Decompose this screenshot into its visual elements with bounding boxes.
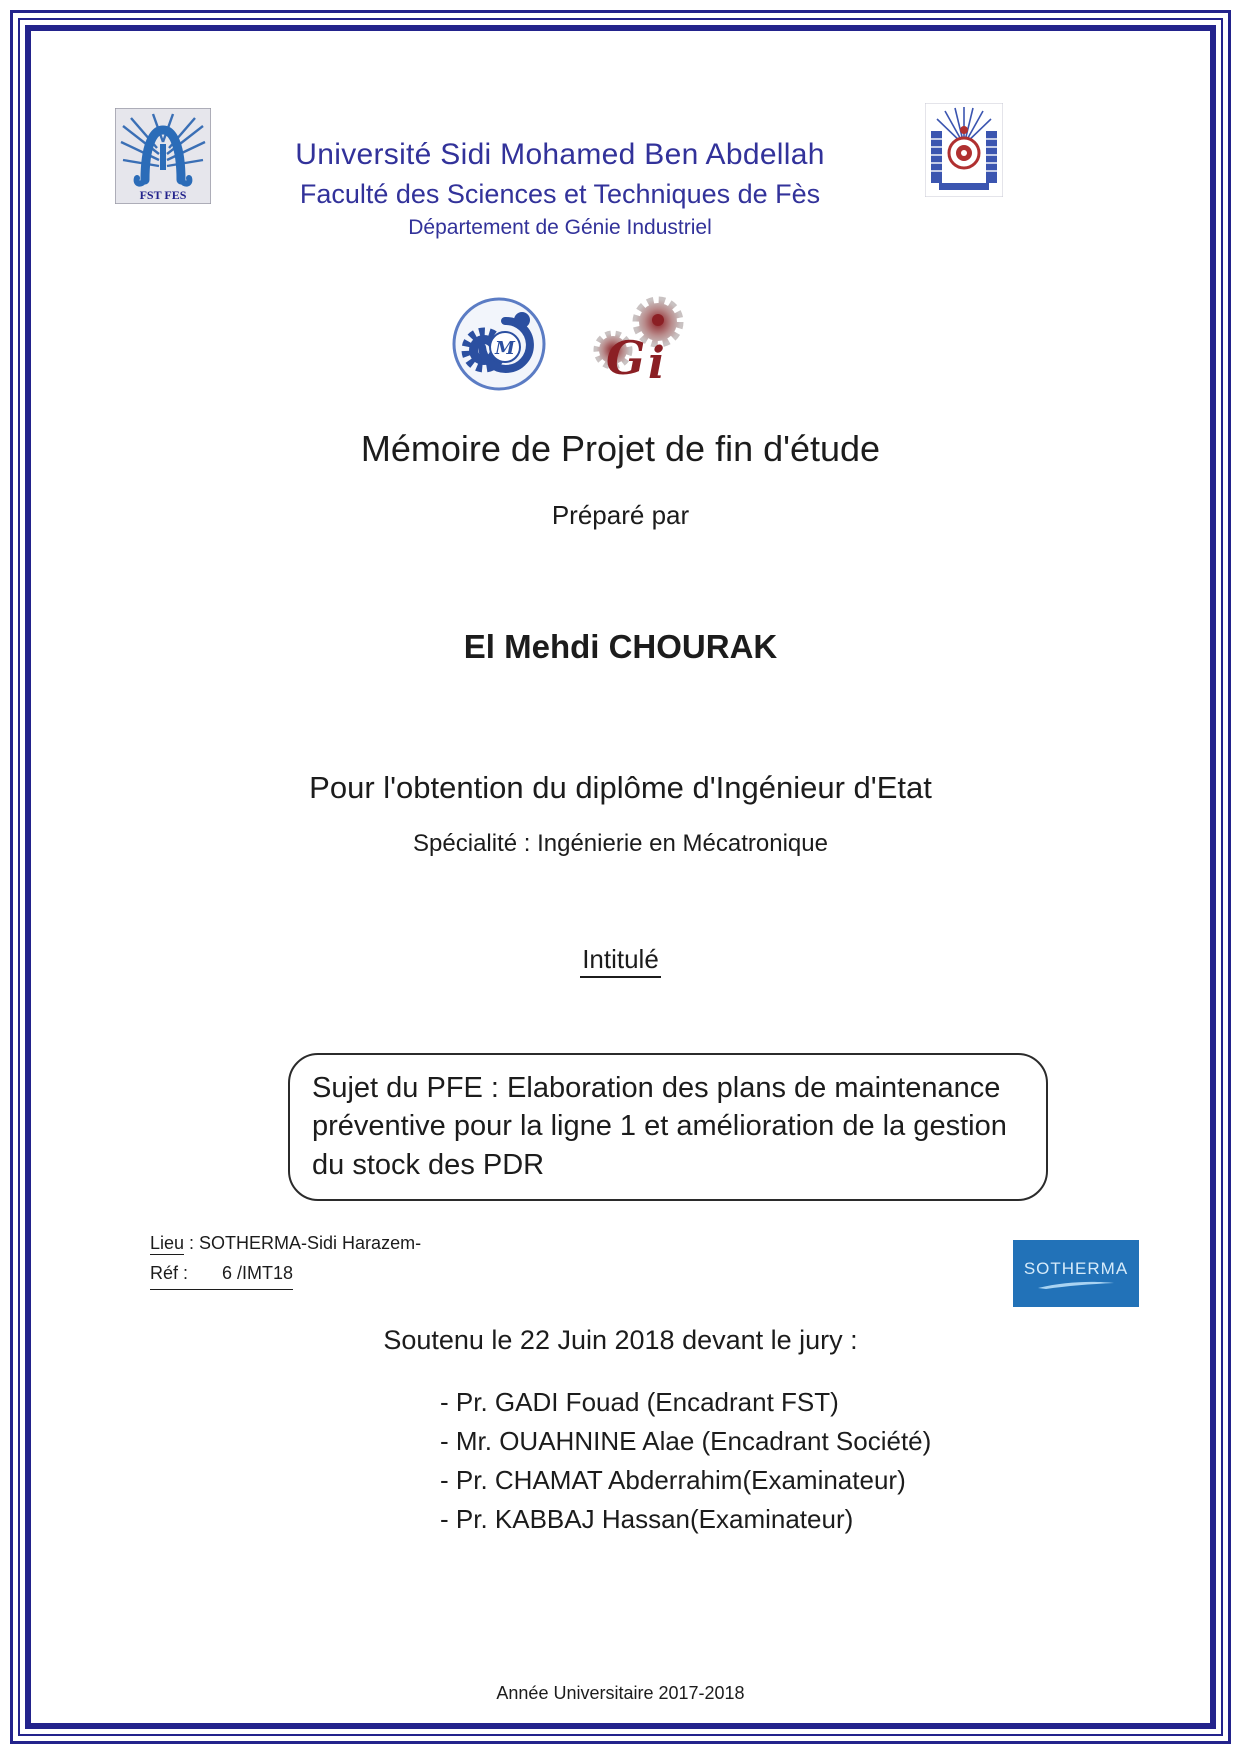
lieu-value: : SOTHERMA-Sidi Harazem- (184, 1233, 422, 1253)
sotherma-logo-text: SOTHERMA (1023, 1258, 1129, 1278)
mechatronics-logo-icon (450, 295, 548, 393)
lieu-label: Lieu (150, 1233, 185, 1253)
fst-logo-caption: FST FES (139, 188, 187, 202)
academic-year-footer: Année Universitaire 2017-2018 (496, 1683, 745, 1703)
intitule-heading (0, 944, 1241, 975)
author-name: El Mehdi CHOURAK (463, 628, 778, 665)
jury-list (440, 1383, 931, 1539)
university-name: Université Sidi Mohamed Ben Abdellah (295, 138, 825, 171)
speciality-line: Spécialité : Ingénierie en Mécatronique (413, 830, 828, 857)
sotherma-logo (1013, 1240, 1139, 1307)
intitule-label: Intitulé (580, 944, 661, 978)
university-header (200, 138, 920, 240)
university-emblem-icon (925, 103, 1003, 197)
ref-value: 6 /IMT18 (222, 1263, 294, 1283)
subject-text: Sujet du PFE : Elaboration des plans de maintenance préventive pour la ligne 1 et amélioration de la gestion du stock des PDR (312, 1072, 1007, 1181)
department-name: Département de Génie Industriel (408, 216, 712, 239)
genie-industriel-logo-icon (586, 288, 694, 396)
jury-member: - Pr. GADI Fouad (Encadrant FST) (440, 1387, 839, 1417)
faculty-name: Faculté des Sciences et Techniques de Fès (299, 179, 821, 209)
defense-date-line: Soutenu le 22 Juin 2018 devant le jury : (383, 1325, 858, 1355)
gi-letter-i: i (648, 338, 665, 389)
jury-member: - Pr. CHAMAT Abderrahim(Examinateur) (440, 1465, 906, 1495)
location-block (150, 1228, 421, 1290)
jury-member: - Pr. KABBAJ Hassan(Examinateur) (440, 1504, 854, 1534)
prepared-by-label: Préparé par (551, 500, 690, 530)
fst-fes-logo-icon (115, 108, 211, 204)
jury-member: - Mr. OUAHNINE Alae (Encadrant Société) (440, 1426, 932, 1456)
subject-box (288, 1053, 1048, 1201)
degree-line: Pour l'obtention du diplôme d'Ingénieur d'Etat (309, 770, 932, 805)
gi-letter-g: G (606, 331, 646, 385)
document-type-title: Mémoire de Projet de fin d'étude (360, 428, 881, 469)
ref-line (150, 1258, 421, 1290)
lieu-line (150, 1228, 421, 1258)
sotherma-swoosh-icon (1036, 1281, 1116, 1289)
mechatronics-letter: M (495, 338, 515, 359)
ref-label: Réf : (150, 1263, 189, 1283)
